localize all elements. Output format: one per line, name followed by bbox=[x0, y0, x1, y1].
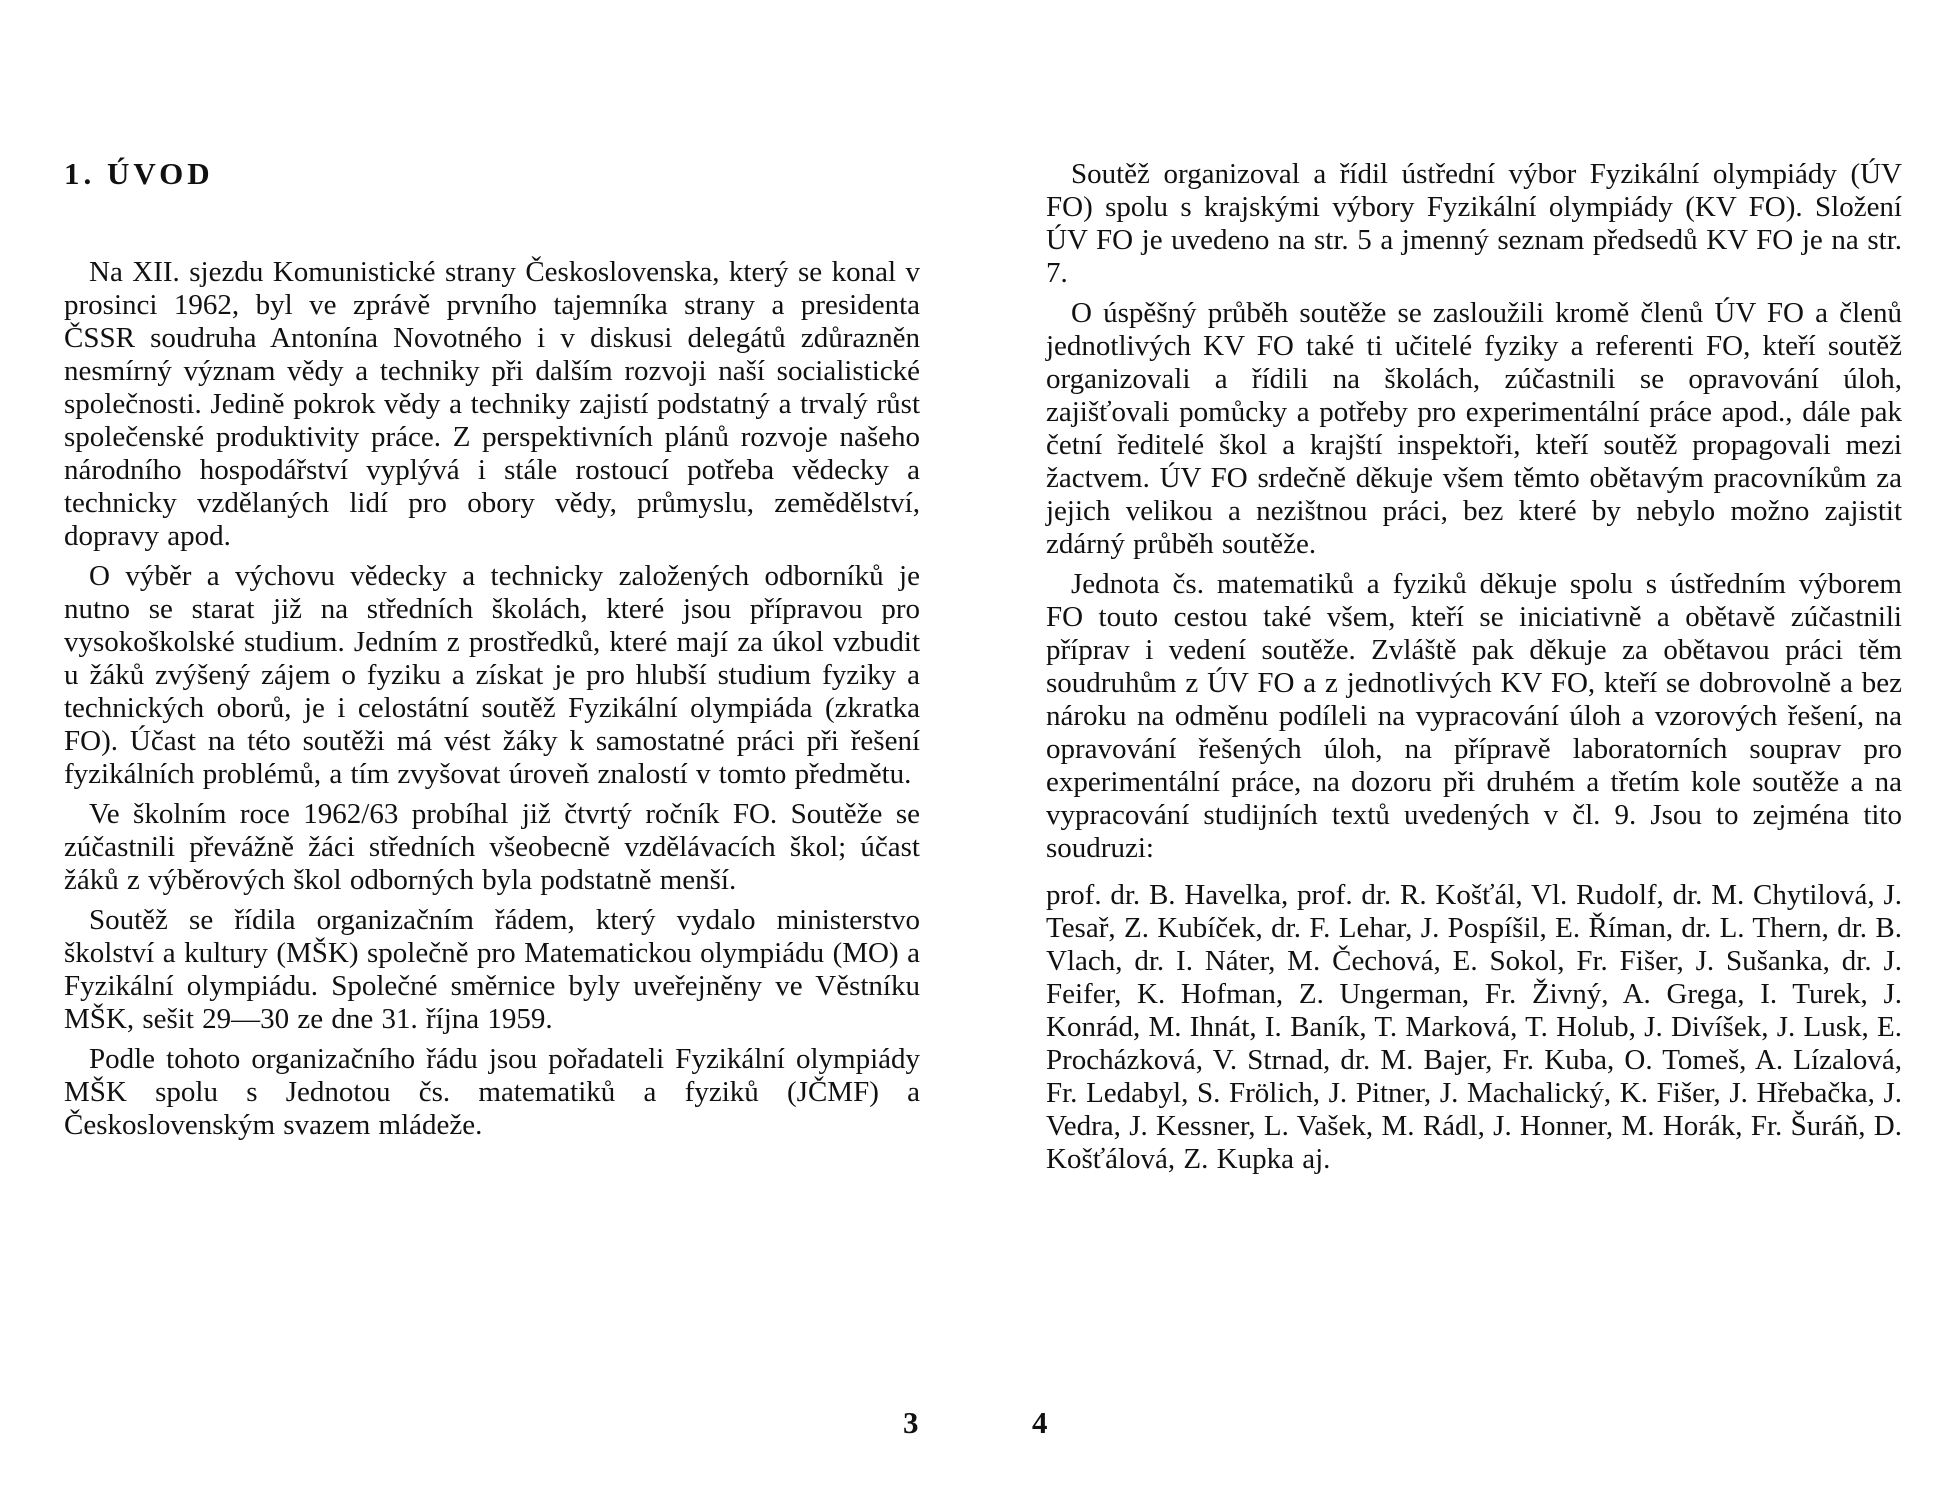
right-page bbox=[977, 0, 1954, 1501]
section-heading: 1. ÚVOD bbox=[64, 156, 214, 191]
right-text-column bbox=[1046, 158, 1902, 1176]
paragraph: Soutěž se řídila organizačním řádem, který vydalo ministerstvo školství a kultury (MŠK) společně pro Matematickou olympiádu (MO) a Fyzikální olympiádu. Společné směrnice byly uveřejněny ve Věstníku MŠK, sešit 29—30 ze dne 31. října 1959. bbox=[64, 904, 920, 1035]
paragraph: O výběr a výchovu vědecky a technicky založených odborníků je nutno se starat již na středních školách, které jsou přípravou pro vysokoškolské studium. Jedním z prostředků, které mají za úkol vzbudit u žáků zvýšený zájem o fyziku a získat je pro hlubší studium fyziky a technických oborů, je i celostátní soutěž Fyzikální olympiáda (zkratka FO). Účast na této soutěži má vést žáky k samostatné práci při řešení fyzikálních problémů, a tím zvyšovat úroveň znalostí v tomto předmětu. bbox=[64, 560, 920, 790]
paragraph: Soutěž organizoval a řídil ústřední výbor Fyzikální olympiády (ÚV FO) spolu s krajskými výbory Fyzikální olympiády (KV FO). Složení ÚV FO je uvedeno na str. 5 a jmenný seznam předsedů KV FO je na str. 7. bbox=[1046, 158, 1902, 289]
left-text-column bbox=[64, 256, 920, 1149]
paragraph: Ve školním roce 1962/63 probíhal již čtvrtý ročník FO. Soutěže se zúčastnili převážně žáci středních všeobecně vzdělávacích škol; účast žáků z výběrových škol odborných byla podstatně menší. bbox=[64, 798, 920, 896]
paragraph: Podle tohoto organizačního řádu jsou pořadateli Fyzikální olympiády MŠK spolu s Jednotou čs. matematiků a fyziků (JČMF) a Československým svazem mládeže. bbox=[64, 1043, 920, 1141]
page-number: 4 bbox=[1032, 1405, 1048, 1440]
paragraph: O úspěšný průběh soutěže se zasloužili kromě členů ÚV FO a členů jednotlivých KV FO také ti učitelé fyziky a referenti FO, kteří soutěž organizovali a řídili na školách, zúčastnili se opravování úloh, zajišťovali pomůcky a potřeby pro experimentální práce apod., dále pak četní ředitelé škol a krajští inspektoři, kteří soutěž propagovali mezi žactvem. ÚV FO srdečně děkuje všem těmto obětavým pracovníkům za jejich velikou a nezištnou práci, bez které by nebylo možno zajistit zdárný průběh soutěže. bbox=[1046, 297, 1902, 560]
names-list: prof. dr. B. Havelka, prof. dr. R. Košťál, Vl. Rudolf, dr. M. Chytilová, J. Tesař, Z. Kubíček, dr. F. Lehar, J. Pospíšil, E. Říman, dr. L. Thern, dr. B. Vlach, dr. I. Náter, M. Čechová, E. Sokol, Fr. Fišer, J. Sušanka, dr. J. Feifer, K. Hofman, Z. Ungerman, Fr. Živný, A. Grega, I. Turek, J. Konrád, M. Ihnát, I. Baník, T. Marková, T. Holub, J. Divíšek, J. Lusk, E. Procházková, V. Strnad, dr. M. Bajer, Fr. Kuba, O. Tomeš, A. Lízalová, Fr. Ledabyl, S. Frölich, J. Pitner, J. Machalický, K. Fišer, J. Hřebačka, J. Vedra, J. Kessner, L. Vašek, M. Rádl, J. Honner, M. Horák, Fr. Šuráň, D. Košťálová, Z. Kupka aj. bbox=[1046, 879, 1902, 1175]
paragraph: Na XII. sjezdu Komunistické strany Československa, který se konal v prosinci 1962, byl ve zprávě prvního tajemníka strany a presidenta ČSSR soudruha Antonína Novotného i v diskusi delegátů zdůrazněn nesmírný význam vědy a techniky při dalším rozvoji naší socialistické společnosti. Jedině pokrok vědy a techniky zajistí podstatný a trvalý růst společenské produktivity práce. Z perspektivních plánů rozvoje našeho národního hospodářství vyplývá i stále rostoucí potřeba vědecky a technicky vzdělaných lidí pro obory vědy, průmyslu, zemědělství, dopravy apod. bbox=[64, 256, 920, 552]
page-number: 3 bbox=[903, 1405, 919, 1440]
paragraph: Jednota čs. matematiků a fyziků děkuje spolu s ústředním výborem FO touto cestou také všem, kteří se iniciativně a obětavě zúčastnili příprav i vedení soutěže. Zvláště pak děkuje za obětavou práci těm soudruhům z ÚV FO a z jednotlivých KV FO, kteří se dobrovolně a bez nároku na odměnu podíleli na vypracování úloh a vzorových řešení, na opravování řešených úloh, na přípravě laboratorních souprav pro experimentální práce, na dozoru při druhém a třetím kole soutěže a na vypracování studijních textů uvedených v čl. 9. Jsou to zejména tito soudruzi: bbox=[1046, 568, 1902, 864]
